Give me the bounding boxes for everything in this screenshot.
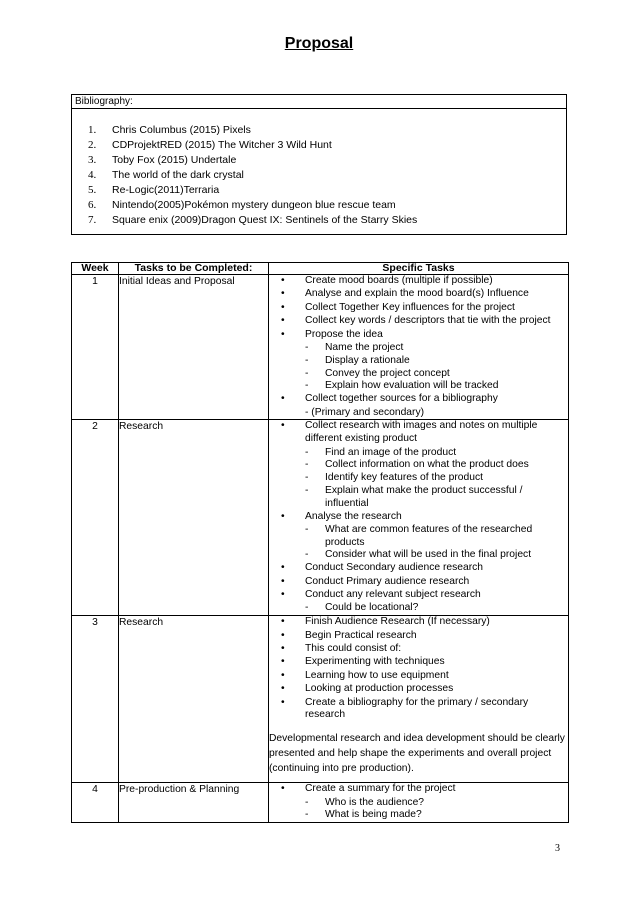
- dash-item: [269, 459, 568, 472]
- bibliography-item-number: 5.: [88, 184, 97, 196]
- dash-marker: -: [305, 472, 309, 484]
- bibliography-item-number: 1.: [88, 124, 97, 136]
- bullet-item: [269, 589, 568, 602]
- item-text: Conduct Secondary audience research: [305, 562, 484, 574]
- bibliography-item-text: CDProjektRED (2015) The Witcher 3 Wild Hunt: [112, 139, 332, 151]
- table-row: [72, 275, 569, 420]
- bullet-marker: •: [281, 510, 285, 522]
- bibliography-item: [88, 183, 417, 198]
- specific-tasks-cell: [269, 783, 569, 823]
- item-text: Could be locational?: [325, 602, 419, 614]
- bibliography-item: [88, 168, 417, 183]
- bullet-marker: •: [281, 683, 285, 695]
- bullet-item: [269, 656, 568, 669]
- bullet-marker: •: [281, 562, 285, 574]
- bibliography-item-text: The world of the dark crystal: [112, 169, 244, 181]
- bullet-marker: •: [281, 393, 285, 405]
- dash-marker: -: [305, 459, 309, 471]
- task-cell: Research: [119, 616, 269, 783]
- task-cell: Pre-production & Planning: [119, 783, 269, 823]
- item-text: Find an image of the product: [325, 446, 457, 458]
- dash-marker: -: [305, 809, 309, 821]
- bullet-item: [269, 630, 568, 643]
- specific-tasks-cell: [269, 275, 569, 420]
- item-text: Explain what make the product successful / influential: [325, 484, 523, 509]
- item-text: Identify key features of the product: [325, 472, 483, 484]
- dash-marker: -: [305, 602, 309, 614]
- note-item: [269, 407, 568, 420]
- dash-marker: -: [305, 446, 309, 458]
- dash-item: [269, 549, 568, 562]
- task-cell: Initial Ideas and Proposal: [119, 275, 269, 420]
- bullet-item: [269, 511, 568, 524]
- bullet-marker: •: [281, 301, 285, 313]
- dash-item: [269, 472, 568, 485]
- table-row: [72, 616, 569, 783]
- bullet-marker: •: [281, 328, 285, 340]
- dash-item: [269, 485, 568, 511]
- dash-item: [269, 602, 568, 615]
- dash-marker: -: [305, 796, 309, 808]
- item-text: Experimenting with techniques: [305, 656, 445, 668]
- bullet-marker: •: [281, 616, 285, 628]
- item-text: Convey the project concept: [325, 367, 450, 379]
- bullet-item: [269, 302, 568, 315]
- bullet-marker: •: [281, 288, 285, 300]
- header-specific-tasks: Specific Tasks: [269, 263, 569, 275]
- table-row: [72, 420, 569, 616]
- bibliography-item-number: 6.: [88, 199, 97, 211]
- week-cell: 2: [72, 420, 119, 616]
- dash-item: [269, 355, 568, 368]
- dash-marker: -: [305, 341, 309, 353]
- week-cell: 4: [72, 783, 119, 823]
- specific-tasks-cell: [269, 616, 569, 783]
- bibliography-item-text: Nintendo(2005)Pokémon mystery dungeon blue rescue team: [112, 199, 396, 211]
- bullet-marker: •: [281, 315, 285, 327]
- dash-item: [269, 380, 568, 393]
- bullet-marker: •: [281, 783, 285, 795]
- dash-marker: -: [305, 549, 309, 561]
- item-text: Display a rationale: [325, 354, 410, 366]
- item-text: Begin Practical research: [305, 629, 417, 641]
- dash-item: [269, 447, 568, 460]
- item-text: Collect together sources for a bibliography: [305, 393, 498, 405]
- item-text: Explain how evaluation will be tracked: [325, 380, 499, 392]
- table-row: [72, 783, 569, 823]
- item-text: Consider what will be used in the final project: [325, 549, 532, 561]
- bullet-marker: •: [281, 629, 285, 641]
- header-week: Week: [72, 263, 119, 275]
- bibliography-item-text: Chris Columbus (2015) Pixels: [112, 124, 251, 136]
- bullet-marker: •: [281, 669, 285, 681]
- item-text: Collect Together Key influences for the project: [305, 301, 515, 313]
- item-text: Analyse and explain the mood board(s) Influence: [305, 288, 529, 300]
- item-text: What are common features of the researched products: [325, 523, 533, 548]
- bibliography-item: [88, 138, 417, 153]
- dash-item: [269, 809, 568, 822]
- bullet-item: [269, 683, 568, 696]
- bibliography-list: [88, 123, 417, 228]
- bullet-marker: •: [281, 275, 285, 286]
- item-text: What is being made?: [325, 809, 422, 821]
- bibliography-item: [88, 198, 417, 213]
- specific-tasks-cell: [269, 420, 569, 616]
- dash-item: [269, 368, 568, 381]
- bullet-item: [269, 697, 568, 723]
- bullet-marker: •: [281, 575, 285, 587]
- bibliography-item-number: 2.: [88, 139, 97, 151]
- bullet-marker: •: [281, 589, 285, 601]
- item-text: Finish Audience Research (If necessary): [305, 616, 490, 628]
- bibliography-item-number: 4.: [88, 169, 97, 181]
- dash-item: [269, 524, 568, 550]
- bullet-item: [269, 783, 568, 796]
- bullet-marker: •: [281, 656, 285, 668]
- bibliography-heading: Bibliography:: [72, 95, 566, 109]
- bullet-item: [269, 275, 568, 288]
- table-header-row: [72, 263, 569, 275]
- item-text: Collect information on what the product does: [325, 459, 529, 471]
- item-text: Learning how to use equipment: [305, 669, 449, 681]
- item-text: Looking at production processes: [305, 683, 454, 695]
- item-text: Who is the audience?: [325, 796, 425, 808]
- dash-marker: -: [305, 484, 309, 496]
- page-title: Proposal: [284, 35, 354, 52]
- bullet-item: [269, 420, 568, 446]
- bullet-marker: •: [281, 643, 285, 655]
- item-text: Analyse the research: [305, 510, 402, 522]
- bibliography-item-text: Toby Fox (2015) Undertale: [112, 154, 237, 166]
- bullet-item: [269, 562, 568, 575]
- item-text: - (Primary and secondary): [305, 406, 425, 418]
- item-text: Collect key words / descriptors that tie with the project: [305, 315, 551, 327]
- item-text: Create mood boards (multiple if possible): [305, 275, 493, 286]
- dash-item: [269, 342, 568, 355]
- item-text: Conduct any relevant subject research: [305, 589, 481, 601]
- bullet-marker: •: [281, 696, 285, 708]
- bullet-item: [269, 643, 568, 656]
- bullet-item: [269, 315, 568, 328]
- bullet-item: [269, 393, 568, 406]
- bullet-item: [269, 670, 568, 683]
- dash-marker: -: [305, 523, 309, 535]
- dash-marker: -: [305, 380, 309, 392]
- item-text: This could consist of:: [305, 643, 402, 655]
- bullet-item: [269, 576, 568, 589]
- bibliography-item-text: Square enix (2009)Dragon Quest IX: Sentinels of the Starry Skies: [112, 214, 418, 226]
- bibliography-item-number: 3.: [88, 154, 97, 166]
- bullet-item: [269, 288, 568, 301]
- header-tasks: Tasks to be Completed:: [119, 263, 269, 275]
- item-text: Conduct Primary audience research: [305, 575, 470, 587]
- note-paragraph: Developmental research and idea development should be clearly presented and help shape the experiments and overall project (continuing into pre production).: [269, 733, 565, 775]
- item-text: Propose the idea: [305, 328, 383, 340]
- week-cell: 3: [72, 616, 119, 783]
- item-text: Create a bibliography for the primary / secondary research: [305, 696, 529, 721]
- bibliography-box: [71, 94, 567, 235]
- bullet-item: [269, 616, 568, 629]
- bibliography-item: [88, 153, 417, 168]
- dash-marker: -: [305, 354, 309, 366]
- item-text: Name the project: [325, 341, 404, 353]
- bibliography-item: [88, 213, 417, 228]
- task-cell: Research: [119, 420, 269, 616]
- bullet-item: [269, 329, 568, 342]
- week-cell: 1: [72, 275, 119, 420]
- tasks-table: [71, 262, 569, 823]
- bullet-marker: •: [281, 420, 285, 432]
- item-text: Create a summary for the project: [305, 783, 456, 795]
- page-number: 3: [555, 843, 560, 854]
- bibliography-item: [88, 123, 417, 138]
- dash-marker: -: [305, 367, 309, 379]
- bibliography-item-number: 7.: [88, 214, 97, 226]
- bibliography-item-text: Re-Logic(2011)Terraria: [112, 184, 220, 196]
- dash-item: [269, 797, 568, 810]
- item-text: Collect research with images and notes on multiple different existing product: [305, 420, 538, 445]
